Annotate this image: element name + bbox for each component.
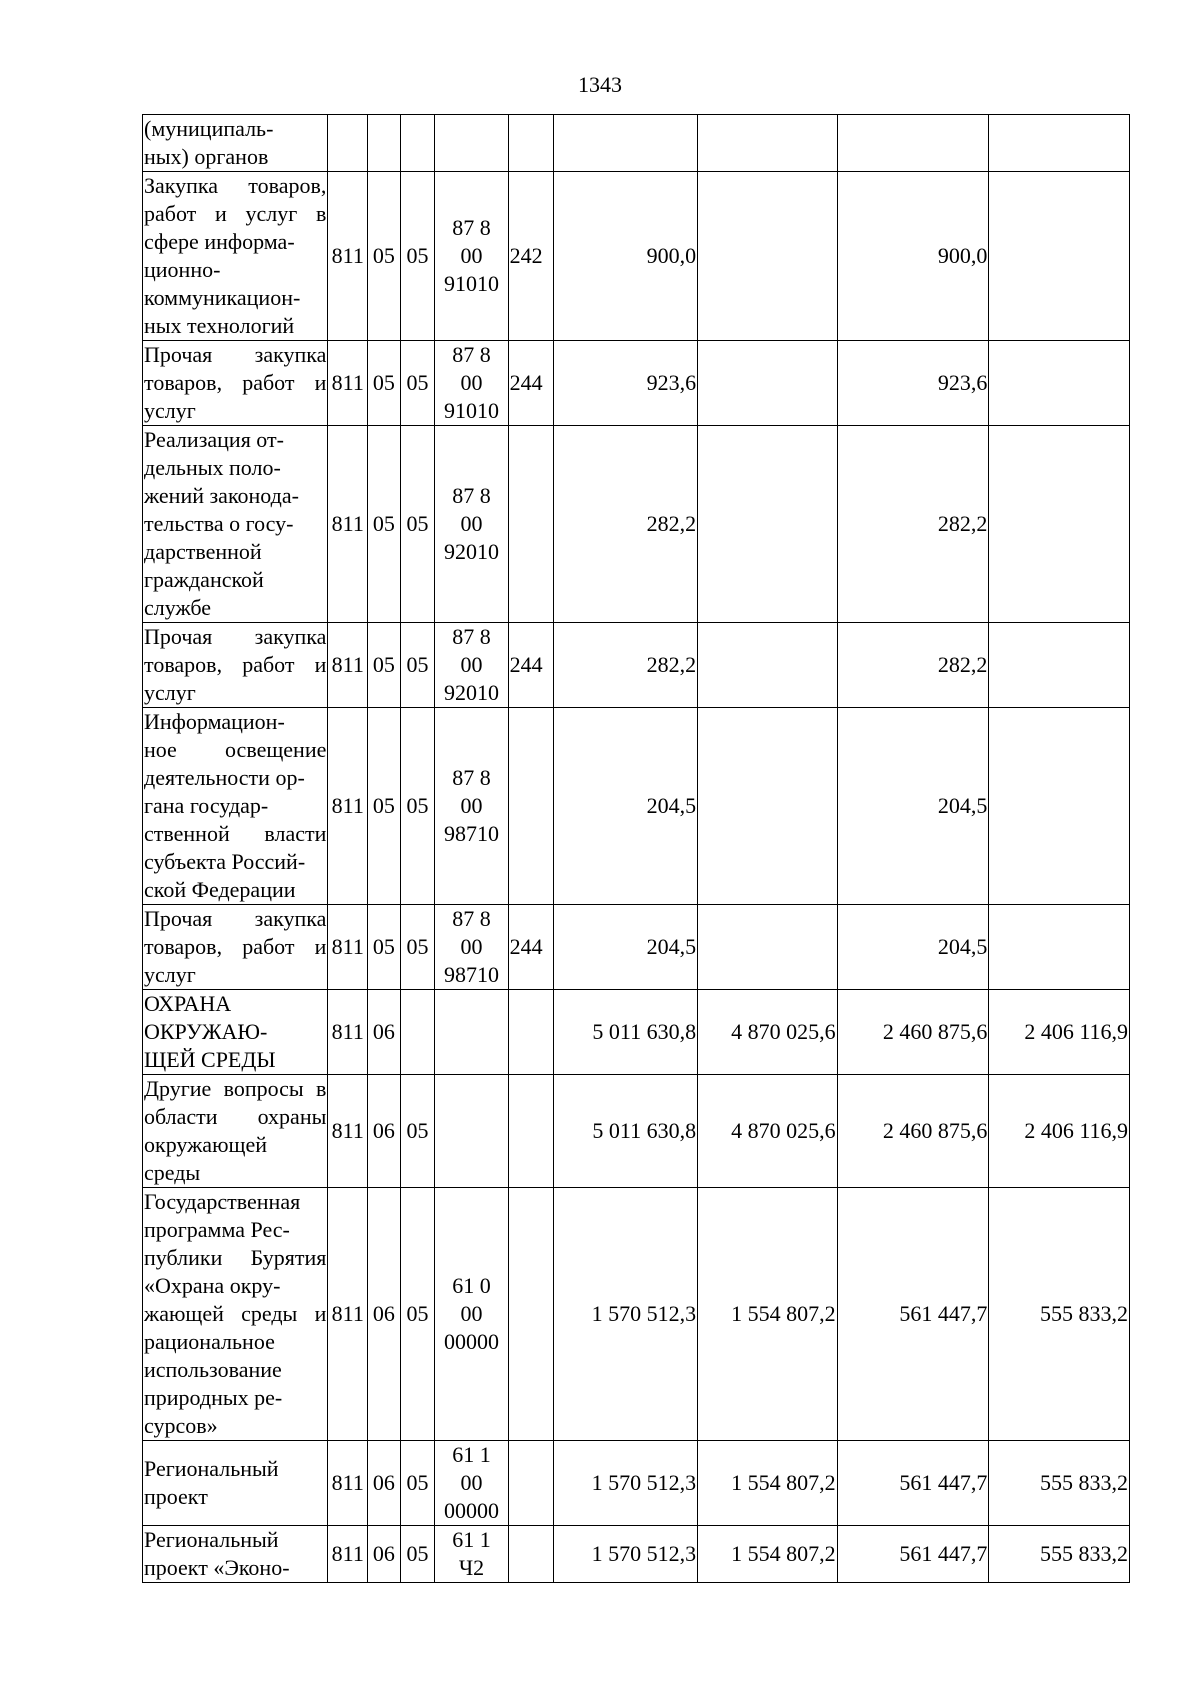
grbs-code: 811	[328, 1075, 368, 1188]
amount-col-3: 282,2	[837, 426, 989, 623]
amount-col-2: 4 870 025,6	[698, 990, 838, 1075]
amount-col-2: 1 554 807,2	[698, 1188, 838, 1441]
amount-col-4: 555 833,2	[989, 1441, 1130, 1526]
amount-col-4: 555 833,2	[989, 1188, 1130, 1441]
expense-type-code	[508, 1188, 554, 1441]
amount-col-2	[698, 341, 838, 426]
amount-col-1: 204,5	[554, 905, 698, 990]
amount-col-2	[698, 623, 838, 708]
grbs-code: 811	[328, 708, 368, 905]
row-name: Другие вопросы в области охраны окружающей среды	[143, 1075, 328, 1188]
grbs-code: 811	[328, 1441, 368, 1526]
section-code: 05	[368, 905, 401, 990]
table-row	[143, 1188, 1130, 1441]
expense-type-code	[508, 708, 554, 905]
table-row	[143, 426, 1130, 623]
target-article-code	[435, 1075, 508, 1188]
row-name: Реализация от- дельных поло- жений законода- тельства о госу- дарственной гражданской службе	[143, 426, 328, 623]
amount-col-2	[698, 426, 838, 623]
subsection-code: 05	[400, 1441, 435, 1526]
table-row	[143, 115, 1130, 172]
section-code: 06	[368, 1188, 401, 1441]
subsection-code: 05	[400, 905, 435, 990]
section-code: 05	[368, 172, 401, 341]
section-code: 05	[368, 623, 401, 708]
amount-col-3	[837, 115, 989, 172]
expense-type-code	[508, 990, 554, 1075]
expense-type-code	[508, 1441, 554, 1526]
section-code: 06	[368, 1075, 401, 1188]
target-article-code: 87 8 00 91010	[435, 172, 508, 341]
subsection-code: 05	[400, 1526, 435, 1583]
table-row	[143, 623, 1130, 708]
amount-col-2	[698, 708, 838, 905]
grbs-code	[328, 115, 368, 172]
section-code	[368, 115, 401, 172]
amount-col-2	[698, 905, 838, 990]
amount-col-4	[989, 341, 1130, 426]
subsection-code: 05	[400, 1188, 435, 1441]
table-row	[143, 990, 1130, 1075]
amount-col-4	[989, 708, 1130, 905]
amount-col-1: 1 570 512,3	[554, 1526, 698, 1583]
amount-col-2: 1 554 807,2	[698, 1526, 838, 1583]
amount-col-4	[989, 623, 1130, 708]
row-name: Закупка товаров, работ и услуг в сфере информа- ционно- коммуникацион- ных технологий	[143, 172, 328, 341]
table-row	[143, 341, 1130, 426]
amount-col-3: 204,5	[837, 708, 989, 905]
expense-type-code	[508, 426, 554, 623]
amount-col-2: 4 870 025,6	[698, 1075, 838, 1188]
amount-col-3: 561 447,7	[837, 1526, 989, 1583]
amount-col-1: 204,5	[554, 708, 698, 905]
amount-col-3: 561 447,7	[837, 1188, 989, 1441]
row-name: ОХРАНА ОКРУЖАЮ- ЩЕЙ СРЕДЫ	[143, 990, 328, 1075]
amount-col-1: 282,2	[554, 623, 698, 708]
expense-type-code: 244	[508, 905, 554, 990]
section-code: 06	[368, 1526, 401, 1583]
row-name: Региональный проект «Эконо-	[143, 1526, 328, 1583]
page-number: 1343	[578, 72, 622, 97]
row-name: Прочая закупка товаров, работ и услуг	[143, 341, 328, 426]
section-code: 05	[368, 708, 401, 905]
section-code: 06	[368, 990, 401, 1075]
table-row	[143, 905, 1130, 990]
amount-col-3: 900,0	[837, 172, 989, 341]
subsection-code	[400, 990, 435, 1075]
amount-col-4	[989, 426, 1130, 623]
row-name: Государственная программа Рес- публики Бурятия «Охрана окру- жающей среды и рациональное использование природных ре- сурсов»	[143, 1188, 328, 1441]
row-name: Информацион- ное освещение деятельности ор- гана государ- ственной власти субъекта Россий- ской Федерации	[143, 708, 328, 905]
amount-col-3: 2 460 875,6	[837, 1075, 989, 1188]
amount-col-4: 2 406 116,9	[989, 990, 1130, 1075]
amount-col-2	[698, 115, 838, 172]
amount-col-4	[989, 115, 1130, 172]
table-row	[143, 1075, 1130, 1188]
amount-col-1: 1 570 512,3	[554, 1441, 698, 1526]
grbs-code: 811	[328, 1526, 368, 1583]
expense-type-code	[508, 1526, 554, 1583]
grbs-code: 811	[328, 990, 368, 1075]
row-name: Прочая закупка товаров, работ и услуг	[143, 905, 328, 990]
amount-col-1: 282,2	[554, 426, 698, 623]
expense-type-code	[508, 115, 554, 172]
amount-col-4: 2 406 116,9	[989, 1075, 1130, 1188]
amount-col-4: 555 833,2	[989, 1526, 1130, 1583]
amount-col-1: 1 570 512,3	[554, 1188, 698, 1441]
subsection-code: 05	[400, 708, 435, 905]
target-article-code: 61 1 Ч2	[435, 1526, 508, 1583]
target-article-code: 61 1 00 00000	[435, 1441, 508, 1526]
subsection-code: 05	[400, 623, 435, 708]
amount-col-3: 282,2	[837, 623, 989, 708]
expense-type-code: 242	[508, 172, 554, 341]
row-name: Прочая закупка товаров, работ и услуг	[143, 623, 328, 708]
amount-col-1: 900,0	[554, 172, 698, 341]
amount-col-4	[989, 905, 1130, 990]
subsection-code: 05	[400, 1075, 435, 1188]
table-row	[143, 1441, 1130, 1526]
target-article-code: 87 8 00 92010	[435, 623, 508, 708]
grbs-code: 811	[328, 341, 368, 426]
grbs-code: 811	[328, 426, 368, 623]
target-article-code: 87 8 00 98710	[435, 905, 508, 990]
grbs-code: 811	[328, 1188, 368, 1441]
amount-col-4	[989, 172, 1130, 341]
target-article-code: 87 8 00 91010	[435, 341, 508, 426]
amount-col-2	[698, 172, 838, 341]
amount-col-3: 2 460 875,6	[837, 990, 989, 1075]
target-article-code: 87 8 00 92010	[435, 426, 508, 623]
grbs-code: 811	[328, 623, 368, 708]
expense-type-code	[508, 1075, 554, 1188]
amount-col-1: 923,6	[554, 341, 698, 426]
amount-col-3: 923,6	[837, 341, 989, 426]
amount-col-1: 5 011 630,8	[554, 990, 698, 1075]
budget-table	[142, 114, 1130, 1583]
expense-type-code: 244	[508, 341, 554, 426]
amount-col-3: 561 447,7	[837, 1441, 989, 1526]
section-code: 06	[368, 1441, 401, 1526]
subsection-code: 05	[400, 172, 435, 341]
row-name: Региональный проект	[143, 1441, 328, 1526]
table-row	[143, 1526, 1130, 1583]
expense-type-code: 244	[508, 623, 554, 708]
amount-col-1	[554, 115, 698, 172]
row-name: (муниципаль- ных) органов	[143, 115, 328, 172]
subsection-code: 05	[400, 341, 435, 426]
table-body	[143, 115, 1130, 1583]
table-row	[143, 172, 1130, 341]
grbs-code: 811	[328, 905, 368, 990]
section-code: 05	[368, 426, 401, 623]
target-article-code: 87 8 00 98710	[435, 708, 508, 905]
table-row	[143, 708, 1130, 905]
target-article-code	[435, 115, 508, 172]
subsection-code	[400, 115, 435, 172]
grbs-code: 811	[328, 172, 368, 341]
amount-col-2: 1 554 807,2	[698, 1441, 838, 1526]
amount-col-3: 204,5	[837, 905, 989, 990]
target-article-code: 61 0 00 00000	[435, 1188, 508, 1441]
target-article-code	[435, 990, 508, 1075]
amount-col-1: 5 011 630,8	[554, 1075, 698, 1188]
section-code: 05	[368, 341, 401, 426]
subsection-code: 05	[400, 426, 435, 623]
